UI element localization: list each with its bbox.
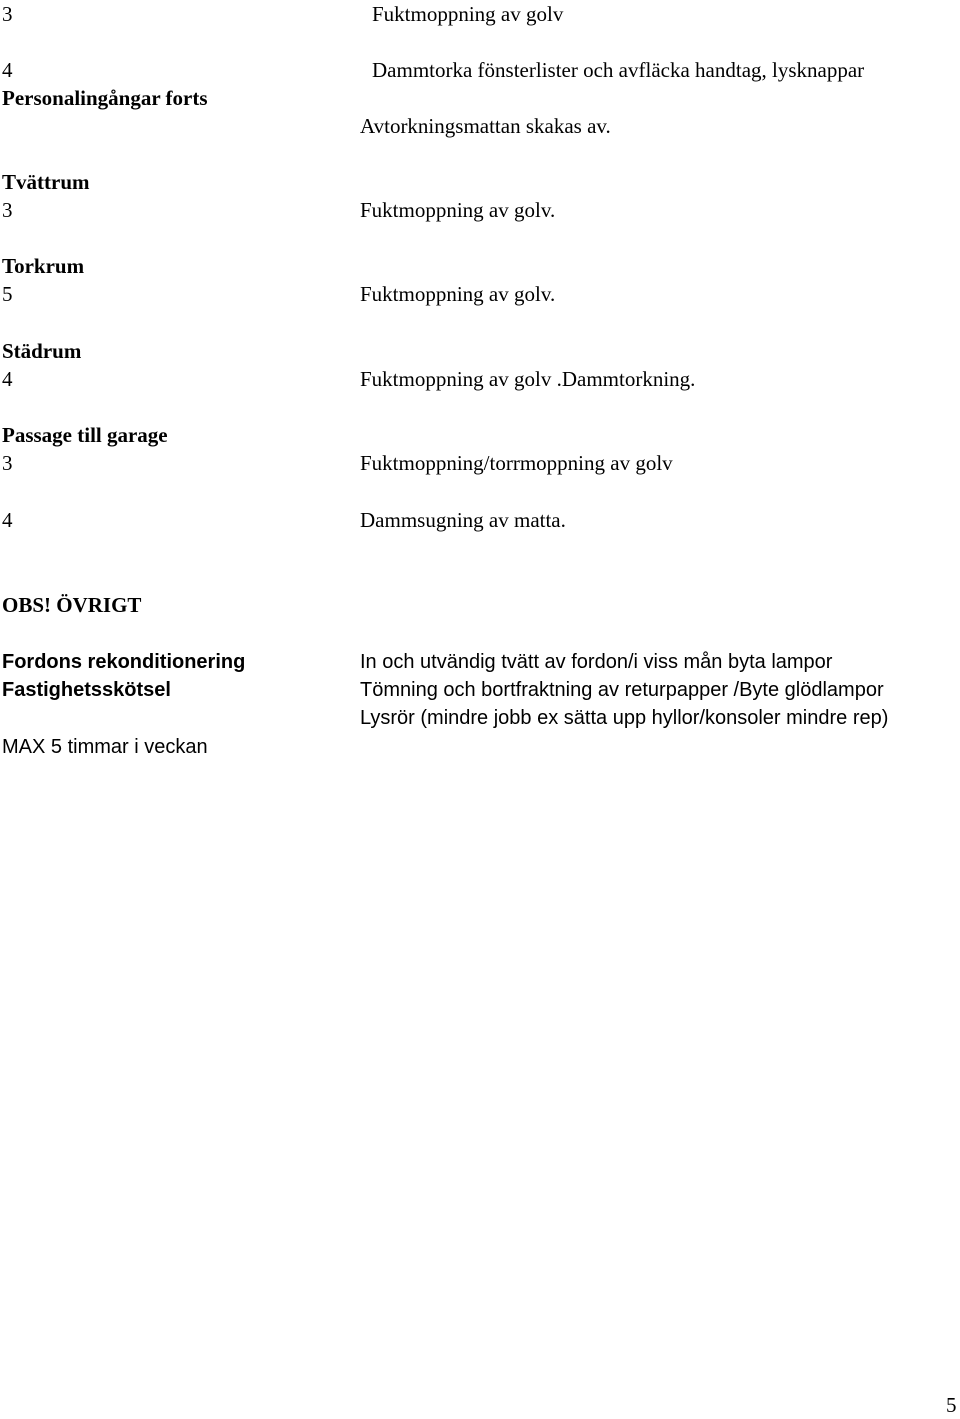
row-12-frequency: 3 [2,451,13,475]
row-8-frequency: 5 [2,282,13,306]
ovrigt-text-fordons: In och utvändig tvätt av fordon/i viss mån byta lampor [360,651,833,673]
row-6-task: Fuktmoppning av golv. [360,198,556,222]
row-1-frequency: 3 [2,2,13,26]
ovrigt-heading: OBS! ÖVRIGT [2,593,142,617]
section-heading-stadrum: Städrum [2,339,82,363]
row-4-task: Avtorkningsmattan skakas av. [360,114,611,138]
row-2-task: Dammtorka fönsterlister och avfläcka handtag, lysknappar [372,58,865,82]
row-10-task: Fuktmoppning av golv .Dammtorkning. [360,367,696,391]
section-heading-passage-till-garage: Passage till garage [2,423,168,447]
row-12-task: Fuktmoppning/torrmoppning av golv [360,451,673,475]
ovrigt-label-fordons: Fordons rekonditionering [2,651,246,673]
row-10-frequency: 4 [2,367,13,391]
row-13-frequency: 4 [2,508,13,532]
row-2-frequency: 4 [2,58,13,82]
row-1-task: Fuktmoppning av golv [372,2,564,26]
page-number: 5 [946,1393,957,1417]
section-heading-torkrum: Torkrum [2,254,85,278]
ovrigt-text-lysror: Lysrör (mindre jobb ex sätta upp hyllor/konsoler mindre rep) [360,707,889,729]
section-heading-tvattrum: Tvättrum [2,170,90,194]
row-8-task: Fuktmoppning av golv. [360,282,556,306]
section-heading-personalingangar: Personalingångar forts [2,86,208,110]
ovrigt-label-fastighet: Fastighetsskötsel [2,679,171,701]
ovrigt-text-fastighet: Tömning och bortfraktning av returpapper /Byte glödlampor [360,679,884,701]
row-6-frequency: 3 [2,198,13,222]
ovrigt-note-max-hours: MAX 5 timmar i veckan [2,736,208,758]
row-13-task: Dammsugning av matta. [360,508,566,532]
